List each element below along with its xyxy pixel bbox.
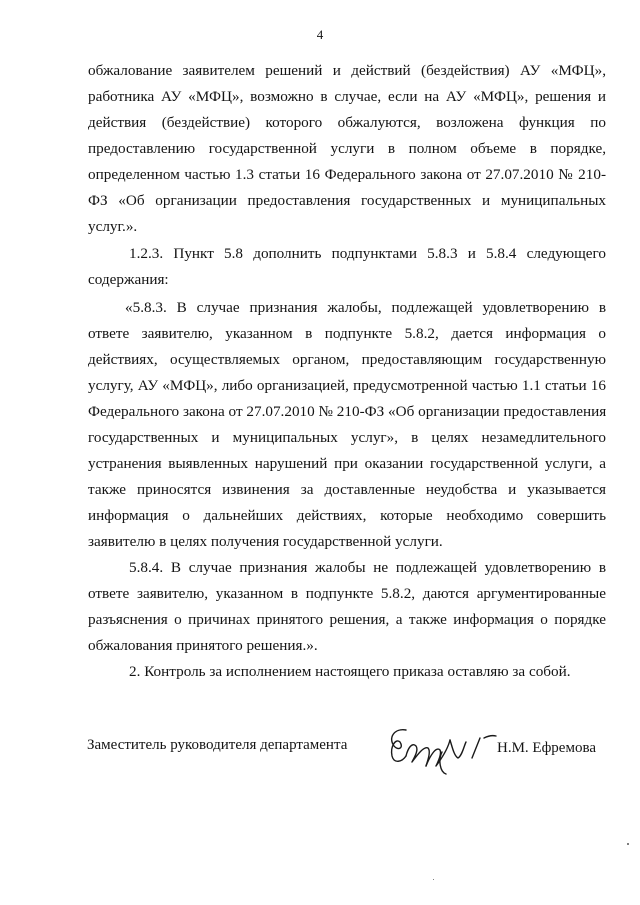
text-line: 1.2.3. Пункт 5.8 дополнить подпунктами 5.8.3 и 5.8.4 следующего [129, 245, 606, 262]
text-line: заявителю в целях получения государственной услуги. [88, 533, 443, 550]
text-line: ответе заявителю, указанном в подпункте 5.8.2, дается информация о [88, 325, 606, 342]
text-line: устранения выявленных нарушений при оказании государственной услуги, а [88, 455, 606, 472]
text-line: разъяснения о причинах принятого решения, а также информация о порядке [88, 611, 606, 628]
scan-artifact [627, 843, 629, 845]
text-line: «5.8.3. В случае признания жалобы, подлежащей удовлетворению в [125, 299, 606, 316]
scan-artifact [433, 879, 434, 880]
page-number: 4 [316, 27, 324, 42]
text-line: услугу, АУ «МФЦ», либо организацией, предусмотренной частью 1.1 статьи 16 [88, 377, 606, 394]
text-line: информация о дальнейших действиях, которые необходимо совершить [88, 507, 606, 524]
text-line: обжалование заявителем решений и действий (бездействия) АУ «МФЦ», [88, 62, 606, 79]
text-line: также приносятся извинения за доставленные неудобства и указывается [88, 481, 606, 498]
text-line: содержания: [88, 271, 169, 288]
text-line: 2. Контроль за исполнением настоящего приказа оставляю за собой. [129, 663, 571, 680]
text-line: работника АУ «МФЦ», возможно в случае, если на АУ «МФЦ», решения и [88, 88, 606, 105]
text-line: ФЗ «Об организации предоставления государственных и муниципальных [88, 192, 606, 209]
text-line: ответе заявителю, указанном в подпункте 5.8.2, даются аргументированные [88, 585, 606, 602]
signer-position: Заместитель руководителя департамента [87, 737, 348, 753]
text-line: действия (бездействие) которого обжалуются, возложена функция по [88, 114, 606, 131]
handwritten-signature [384, 716, 500, 776]
text-line: обжалования принятого решения.». [88, 637, 318, 654]
signer-name: Н.М. Ефремова [497, 740, 596, 756]
text-line: предоставлению государственной услуги в полном объеме в порядке, [88, 140, 606, 157]
text-line: государственных и муниципальных услуг», в целях незамедлительного [88, 429, 606, 446]
text-line: услуг.». [88, 218, 138, 235]
text-line: определенном частью 1.3 статьи 16 Федерального закона от 27.07.2010 № 210- [88, 166, 606, 183]
text-line: Федерального закона от 27.07.2010 № 210-ФЗ «Об организации предоставления [88, 403, 607, 420]
text-line: 5.8.4. В случае признания жалобы не подлежащей удовлетворению в [129, 559, 606, 576]
text-line: действиях, осуществляемых органом, предоставляющим государственную [88, 351, 606, 368]
